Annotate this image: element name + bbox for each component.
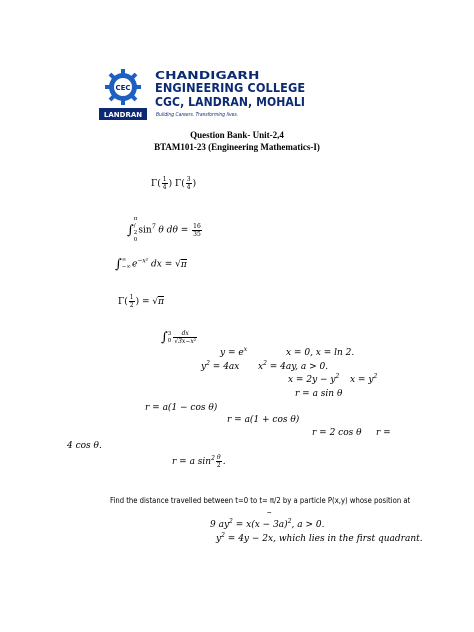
expr-curve-1: $y = e^x$ — [220, 346, 248, 358]
expr-gamma-half: Γ( $\frac{1}{2}$ ) = √π — [118, 294, 165, 309]
expr-curve-3: $x = 2y - y^2$ — [288, 373, 340, 385]
expr-gaussian-integral: ∫ ∞ −∞ $e^{-x^2}$ dx = √π — [115, 256, 187, 272]
brand-line-1: CHANDIGARH — [155, 69, 260, 82]
expr-fraction-integral: ∫ 3 0 $\frac{dx}{\text{√3x−x²}}$ — [161, 330, 197, 345]
expr-position-2: $y^2 = 4y - 2x$, which lies in the first quadrant. — [216, 532, 423, 544]
expr-curve-7: r = 2 cos θ — [312, 428, 362, 438]
expr-curve-2-other: $x^2 = 4ay$, a > 0. — [258, 360, 329, 372]
expr-position-1: 9 $ay^2 = x(x - 3a)^2$, a > 0. — [210, 518, 325, 530]
expr-curve-7-tail: 4 cos θ. — [67, 441, 102, 451]
brand-line-3: CGC, LANDRAN, MOHALI — [155, 95, 306, 109]
expr-curve-6: r = a(1 + cos θ) — [227, 415, 300, 425]
expr-curve-3-other: $x = y^2$ — [350, 373, 378, 385]
expr-curve-8: r = a $\sin^2$ $\frac{\theta}{2}$ . — [172, 454, 226, 469]
badge-cec-text: CEC — [115, 84, 131, 92]
badge-landran-text: LANDRAN — [103, 111, 143, 119]
question-text: Find the distance travelled between t=0 to t= π/2 by a particle P(x,y) whose position at — [110, 496, 411, 505]
expr-curve-1-bounds: x = 0, x = ln 2. — [286, 348, 355, 358]
course-title: BTAM101-23 (Engineering Mathematics-I) — [154, 142, 320, 152]
expr-curve-5: r = a(1 − cos θ) — [145, 403, 218, 413]
expr-curve-7-cont: r = — [376, 428, 391, 438]
expr-sine-integral: ∫ π / 2 0 $\sin^7 \theta$ dθ = $\frac{16}{35}$ — [127, 216, 201, 243]
college-logo — [98, 68, 318, 125]
expr-gamma-product: Γ( $\frac{1}{4}$ ) Γ( $\frac{3}{4}$ ) — [151, 176, 197, 191]
college-emblem-icon — [98, 68, 148, 125]
brand-line-2: ENGINEERING COLLEGE — [155, 81, 306, 95]
question-bank-title: Question Bank- Unit-2,4 — [190, 130, 284, 140]
expr-curve-2: $y^2 = 4ax$ — [201, 360, 240, 372]
question-dash: – — [267, 508, 272, 518]
brand-tagline: Building Careers. Transforming lives. — [156, 112, 239, 118]
expr-curve-4: r = a sin θ — [295, 389, 343, 399]
